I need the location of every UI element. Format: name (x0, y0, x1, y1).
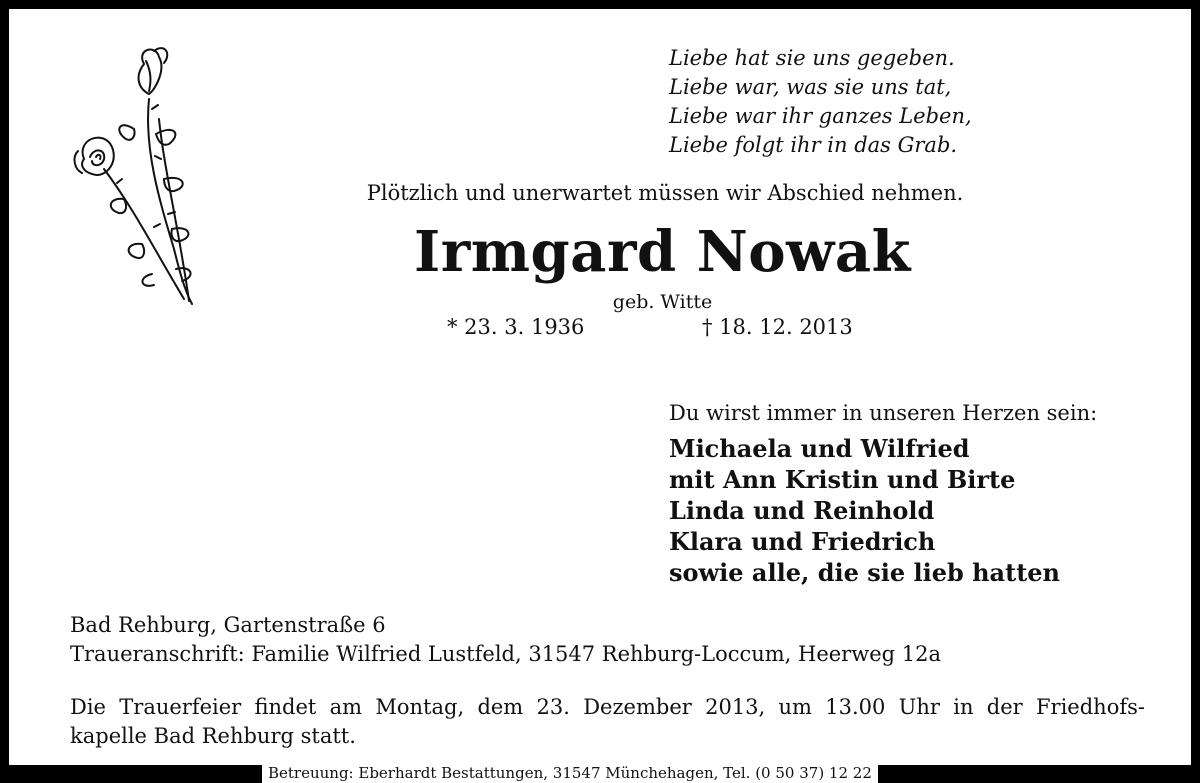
address-block (70, 611, 941, 669)
family-member: Klara und Friedrich (669, 527, 936, 556)
family-member: Michaela und Wilfried (669, 434, 970, 463)
residence-address: Bad Rehburg, Gartenstraße 6 (70, 613, 386, 637)
poem-line: Liebe hat sie uns gegeben. (669, 46, 955, 70)
poem (669, 44, 972, 160)
obituary-notice (9, 9, 1191, 765)
family-member: sowie alle, die sie lieb hatten (669, 558, 1060, 587)
service-line: Die Trauerfeier findet am Montag, dem 23. Dezember 2013, um 13.00 Uhr in der Friedhofs- (70, 695, 1145, 719)
poem-line: Liebe war ihr ganzes Leben, (669, 104, 972, 128)
funeral-home-footer: Betreuung: Eberhardt Bestattungen, 31547 Münchehagen, Tel. (0 50 37) 12 22 (262, 764, 878, 783)
family-list (669, 433, 1060, 588)
death-date: † 18. 12. 2013 (702, 315, 853, 339)
service-line: kapelle Bad Rehburg statt. (70, 724, 356, 748)
service-info (70, 693, 1145, 751)
poem-line: Liebe war, was sie uns tat, (669, 75, 952, 99)
family-member: Linda und Reinhold (669, 496, 935, 525)
maiden-name: geb. Witte (612, 291, 713, 313)
deceased-name: Irmgard Nowak (414, 219, 911, 285)
poem-line: Liebe folgt ihr in das Grab. (669, 133, 958, 157)
family-intro: Du wirst immer in unseren Herzen sein: (669, 401, 1098, 425)
intro-text: Plötzlich und unerwartet müssen wir Abschied nehmen. (366, 181, 964, 205)
family-member: mit Ann Kristin und Birte (669, 465, 1016, 494)
birth-date: * 23. 3. 1936 (447, 315, 585, 339)
mourning-address: Traueranschrift: Familie Wilfried Lustfeld, 31547 Rehburg-Loccum, Heerweg 12a (70, 642, 941, 666)
